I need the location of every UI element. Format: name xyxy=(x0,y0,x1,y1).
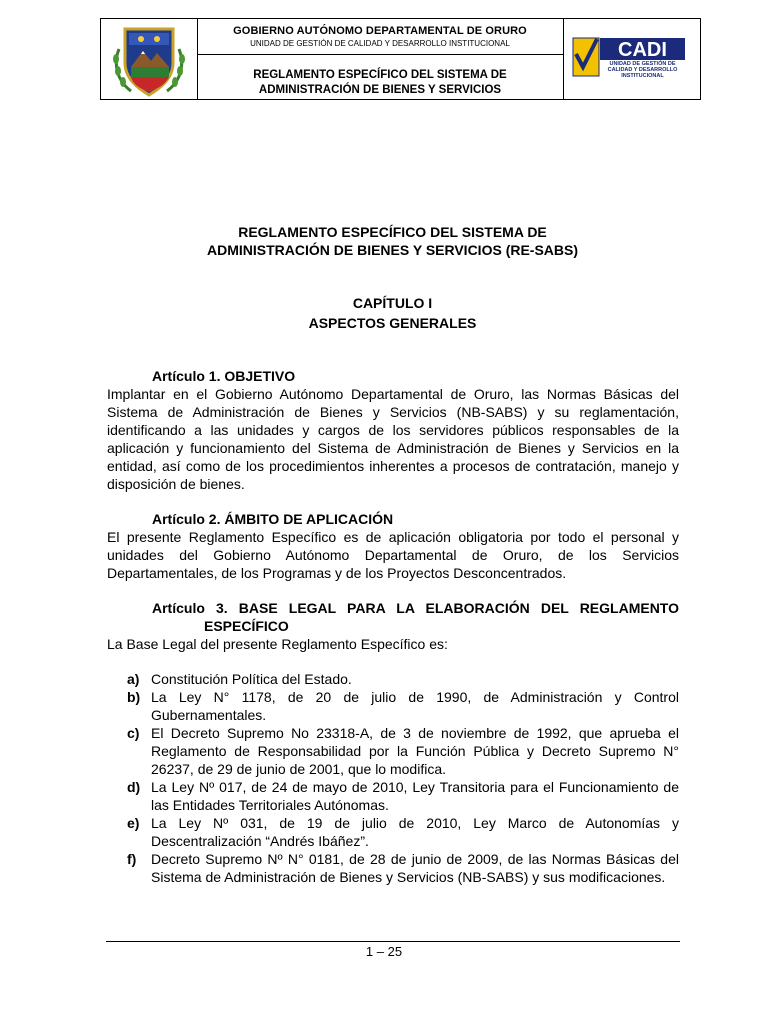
list-item-text: Decreto Supremo Nº N° 0181, de 28 de junio de 2009, de las Normas Básicas del Sistema de Administración de Bienes y Servicios (NB-SABS) y sus modificaciones. xyxy=(151,851,679,885)
list-item-marker: d) xyxy=(127,779,141,795)
article-1-heading: Artículo 1. OBJETIVO xyxy=(152,368,296,384)
chapter-heading xyxy=(100,294,685,332)
article-2-heading: Artículo 2. ÁMBITO DE APLICACIÓN xyxy=(152,511,394,527)
article-3-heading-line-2: ESPECÍFICO xyxy=(204,618,289,634)
article-2-text: El presente Reglamento Específico es de aplicación obligatoria por todo el personal y unidades del Gobierno Autónomo Departamental de Oruro, de los Servicios Departamentales, de los Programas y de los Proyectos Desconcentrados. xyxy=(107,529,679,581)
cadi-sub-line-3: INSTITUCIONAL xyxy=(621,73,664,79)
oruro-coat-of-arms-icon xyxy=(101,19,197,99)
document-title-line-1: REGLAMENTO ESPECÍFICO DEL SISTEMA DE xyxy=(238,224,547,240)
list-item xyxy=(107,814,679,850)
list-item-marker: f) xyxy=(127,851,137,867)
article-3-intro: La Base Legal del presente Reglamento Específico es: xyxy=(107,636,448,652)
list-item-marker: e) xyxy=(127,815,140,831)
header-title-cell xyxy=(197,19,564,99)
chapter-name: ASPECTOS GENERALES xyxy=(308,315,477,331)
list-item-text: El Decreto Supremo No 23318-A, de 3 de noviembre de 1992, que aprueba el Reglamento de Responsabilidad por la Función Pública y Decreto Supremo N° 26237, de 29 de junio de 2001, que lo modifica. xyxy=(151,725,679,777)
header-doc-title xyxy=(197,55,563,98)
cadi-sub-line-2: CALIDAD Y DESARROLLO xyxy=(607,67,678,73)
list-item-text: Constitución Política del Estado. xyxy=(151,671,352,687)
legal-basis-list xyxy=(107,670,679,886)
cadi-logo-text: CADI xyxy=(618,39,667,61)
list-item xyxy=(107,688,679,724)
header-cadi-cell xyxy=(563,19,700,99)
header-org-name: GOBIERNO AUTÓNOMO DEPARTAMENTAL DE ORURO xyxy=(233,25,527,37)
document-header xyxy=(100,18,701,100)
article-1-text: Implantar en el Gobierno Autónomo Departamental de Oruro, las Normas Básicas del Sistema de Administración de Bienes y Servicios (NB-SABS) y su reglamentación, identificando a las unidades y cargos de los servidores públicos responsables de la aplicación y funcionamiento del Sistema de Administración de Bienes y Servicios en la entidad, así como de los procedimientos inherentes a procesos de contratación, manejo y disposición de bienes. xyxy=(107,386,679,492)
list-item xyxy=(107,724,679,778)
document-title xyxy=(100,223,685,259)
header-logo-cell xyxy=(101,19,198,99)
list-item xyxy=(107,670,679,688)
page-number: 1 – 25 xyxy=(365,944,403,959)
chapter-number: CAPÍTULO I xyxy=(352,295,433,311)
header-doc-title-line-1: REGLAMENTO ESPECÍFICO DEL SISTEMA DE xyxy=(253,69,507,81)
header-org-block xyxy=(197,19,563,55)
list-item-text: La Ley Nº 017, de 24 de mayo de 2010, Ley Transitoria para el Funcionamiento de las Entidades Territoriales Autónomas. xyxy=(151,779,679,813)
list-item xyxy=(107,850,679,886)
article-3-heading-line-1: Artículo 3. BASE LEGAL PARA LA ELABORACIÓN DEL REGLAMENTO xyxy=(152,600,679,616)
list-item-marker: c) xyxy=(127,725,140,741)
document-title-line-2: ADMINISTRACIÓN DE BIENES Y SERVICIOS (RE-SABS) xyxy=(206,242,579,258)
cadi-logo xyxy=(563,19,700,99)
list-item-marker: b) xyxy=(127,689,141,705)
header-doc-title-line-2: ADMINISTRACIÓN DE BIENES Y SERVICIOS xyxy=(258,84,502,96)
header-unit-name: UNIDAD DE GESTIÓN DE CALIDAD Y DESARROLLO INSTITUCIONAL xyxy=(250,39,510,48)
list-item-text: La Ley Nº 031, de 19 de julio de 2010, Ley Marco de Autonomías y Descentralización “Andrés Ibáñez”. xyxy=(151,815,679,849)
footer-divider xyxy=(106,941,680,942)
list-item-marker: a) xyxy=(127,671,140,687)
cadi-sub-line-1: UNIDAD DE GESTIÓN DE xyxy=(609,61,676,67)
list-item xyxy=(107,778,679,814)
list-item-text: La Ley N° 1178, de 20 de julio de 1990, de Administración y Control Gubernamentales. xyxy=(151,689,679,723)
